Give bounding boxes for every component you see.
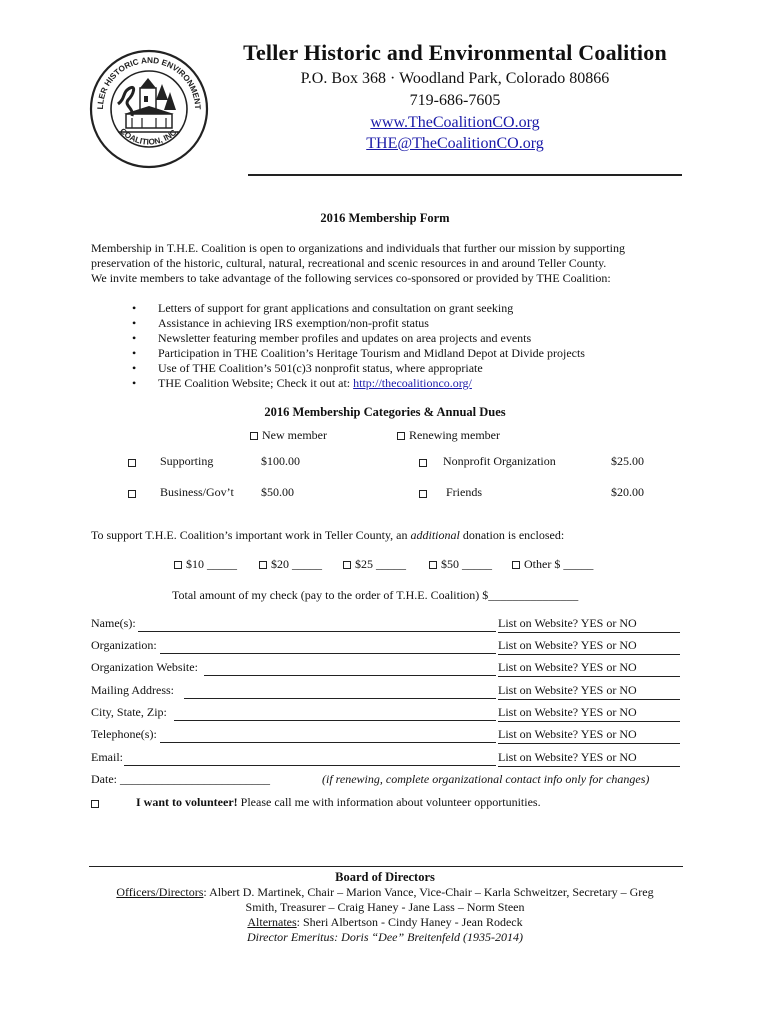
category-name: Friends: [446, 485, 482, 499]
categories-title: 2016 Membership Categories & Annual Dues: [264, 405, 506, 419]
website-link[interactable]: www.TheCoalitionCO.org: [370, 114, 540, 131]
business-checkbox[interactable]: [128, 490, 136, 498]
renewing-note: (if renewing, complete organizational contact info only for changes): [322, 772, 650, 786]
services-list: [132, 301, 585, 391]
email-label: Email:: [91, 750, 123, 764]
volunteer-heading: I want to volunteer!: [136, 795, 238, 809]
organization-email-wrap: [200, 135, 710, 153]
renewing-member-checkbox[interactable]: [397, 432, 405, 440]
volunteer-statement: [136, 795, 541, 810]
svg-text:TELLER HISTORIC AND ENVIRONMEN: LLER HISTORIC AND ENVIRONMENT: [95, 55, 203, 110]
friends-checkbox[interactable]: [419, 490, 427, 498]
donation-option-10[interactable]: [174, 557, 237, 572]
form-title: 2016 Membership Form: [320, 211, 450, 225]
new-member-label: New member: [262, 428, 327, 442]
officers-line-2: Smith, Treasurer – Craig Haney - Jane Lass – Norm Steen: [245, 900, 525, 914]
intro-line: Membership in T.H.E. Coalition is open to organizations and individuals that further our mission by supporting: [91, 241, 625, 255]
service-text: Participation in THE Coalition’s Heritage Tourism and Midland Depot at Divide projects: [158, 346, 585, 360]
donation-checkbox[interactable]: [512, 561, 520, 569]
donation-option-label: $10 _____: [186, 557, 237, 571]
organization-website-field[interactable]: [204, 675, 496, 676]
category-name: Nonprofit Organization: [443, 454, 556, 468]
bullet-icon: •: [132, 331, 137, 345]
list-item: [132, 301, 585, 316]
list-on-website-field[interactable]: List on Website? YES or NO: [498, 660, 680, 677]
renewing-member-label: Renewing member: [409, 428, 500, 442]
new-member-checkbox[interactable]: [250, 432, 258, 440]
logo-seal-icon: [88, 48, 210, 170]
coalition-logo: [88, 48, 210, 170]
officers-label: Officers/Directors: [116, 885, 204, 899]
list-on-website-field[interactable]: List on Website? YES or NO: [498, 750, 680, 767]
list-item: [132, 361, 585, 376]
intro-paragraph: [91, 241, 691, 286]
donation-option-25[interactable]: [343, 557, 406, 572]
donation-option-label: $25 _____: [355, 557, 406, 571]
donation-option-other[interactable]: [512, 557, 593, 572]
email-link[interactable]: THE@TheCoalitionCO.org: [366, 135, 544, 152]
category-name: Business/Gov’t: [160, 485, 234, 499]
bullet-icon: •: [132, 316, 137, 330]
list-on-website-field[interactable]: List on Website? YES or NO: [498, 705, 680, 722]
list-item: [132, 331, 585, 346]
donation-checkbox[interactable]: [343, 561, 351, 569]
organization-label: Organization:: [91, 638, 157, 652]
volunteer-checkbox[interactable]: [91, 800, 99, 808]
donation-option-20[interactable]: [259, 557, 322, 572]
nonprofit-checkbox[interactable]: [419, 459, 427, 467]
service-text: Use of THE Coalition’s 501(c)3 nonprofit status, where appropriate: [158, 361, 483, 375]
intro-line: preservation of the historic, cultural, natural, recreational and scenic resources in and around Teller County.: [91, 256, 607, 270]
date-field[interactable]: Date: _________________________: [91, 772, 270, 786]
mailing-address-label: Mailing Address:: [91, 683, 174, 697]
telephone-field[interactable]: [160, 742, 496, 743]
alternates-label: Alternates: [247, 915, 297, 929]
alternates-names: : Sheri Albertson - Cindy Haney - Jean Rodeck: [296, 915, 523, 929]
city-state-zip-label: City, State, Zip:: [91, 705, 167, 719]
officers-names: : Albert D. Martinek, Chair – Marion Vance, Vice-Chair – Karla Schweitzer, Secretary – Greg: [203, 885, 654, 899]
header-divider: [248, 174, 682, 176]
coalition-site-link[interactable]: http://thecoalitionco.org/: [353, 376, 472, 390]
website-service-text: THE Coalition Website; Check it out at:: [158, 376, 354, 390]
new-member-option[interactable]: [250, 428, 327, 443]
bullet-icon: •: [132, 361, 137, 375]
supporting-checkbox[interactable]: [128, 459, 136, 467]
donation-prefix: To support T.H.E. Coalition’s important work in Teller County, an: [91, 528, 411, 542]
list-item: [132, 376, 585, 391]
list-item: [132, 346, 585, 361]
service-text: Assistance in achieving IRS exemption/non-profit status: [158, 316, 429, 330]
organization-field[interactable]: [160, 653, 496, 654]
donation-checkbox[interactable]: [174, 561, 182, 569]
telephone-label: Telephone(s):: [91, 727, 157, 741]
list-item: [132, 316, 585, 331]
director-emeritus: Director Emeritus: Doris “Dee” Breitenfeld (1935-2014): [246, 930, 524, 944]
category-price: $20.00: [611, 485, 644, 499]
category-price: $100.00: [261, 454, 300, 468]
list-on-website-field[interactable]: List on Website? YES or NO: [498, 638, 680, 655]
donation-option-label: $20 _____: [271, 557, 322, 571]
list-on-website-field[interactable]: List on Website? YES or NO: [498, 683, 680, 700]
bullet-icon: •: [132, 376, 137, 390]
service-text: Letters of support for grant applications and consultation on grant seeking: [158, 301, 514, 315]
organization-website-wrap: [200, 114, 710, 132]
organization-name: Teller Historic and Environmental Coalition: [243, 40, 667, 65]
name-field[interactable]: [138, 631, 496, 632]
category-price: $25.00: [611, 454, 644, 468]
donation-option-label: $50 _____: [441, 557, 492, 571]
email-field[interactable]: [124, 765, 496, 766]
list-on-website-field[interactable]: List on Website? YES or NO: [498, 727, 680, 744]
intro-line: We invite members to take advantage of the following services co-sponsored or provided by THE Coalition:: [91, 271, 611, 285]
organization-phone: 719-686-7605: [409, 92, 501, 109]
city-state-zip-field[interactable]: [174, 720, 496, 721]
donation-checkbox[interactable]: [259, 561, 267, 569]
service-text: [158, 376, 472, 391]
donation-statement: [91, 528, 564, 543]
officers-line: [60, 885, 710, 900]
donation-checkbox[interactable]: [429, 561, 437, 569]
organization-website-label: Organization Website:: [91, 660, 198, 674]
list-on-website-field[interactable]: List on Website? YES or NO: [498, 616, 680, 633]
renewing-member-option[interactable]: [397, 428, 500, 443]
donation-option-label: Other $ _____: [524, 557, 594, 571]
name-label: Name(s):: [91, 616, 136, 630]
category-price: $50.00: [261, 485, 294, 499]
organization-address: P.O. Box 368 · Woodland Park, Colorado 80866: [300, 70, 610, 87]
donation-suffix: donation is enclosed:: [459, 528, 565, 542]
footer-divider: [89, 866, 683, 867]
volunteer-text: Please call me with information about volunteer opportunities.: [237, 795, 541, 809]
total-amount-field[interactable]: Total amount of my check (pay to the order of T.H.E. Coalition) $_______________: [172, 588, 579, 602]
alternates-line: [60, 915, 710, 930]
svg-text:COALITION, INC.: COALITION, INC.: [118, 126, 180, 147]
mailing-address-field[interactable]: [184, 698, 496, 699]
donation-option-50[interactable]: [429, 557, 492, 572]
bullet-icon: •: [132, 301, 137, 315]
service-text: Newsletter featuring member profiles and updates on area projects and events: [158, 331, 532, 345]
donation-emphasis: additional: [410, 528, 460, 542]
board-title: Board of Directors: [335, 870, 435, 884]
bullet-icon: •: [132, 346, 137, 360]
category-name: Supporting: [160, 454, 214, 468]
